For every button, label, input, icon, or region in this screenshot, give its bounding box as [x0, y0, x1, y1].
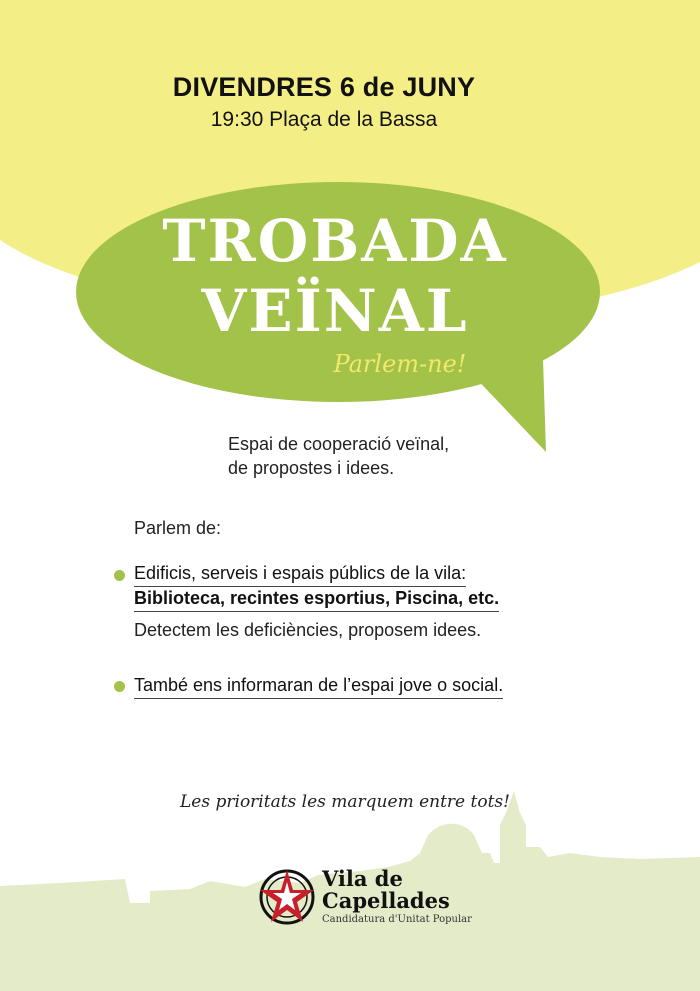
- topic-item-1-title: Edificis, serveis i espais públics de la vila:: [134, 563, 466, 587]
- headline-line-1: TROBADA: [162, 207, 508, 275]
- event-date: DIVENDRES 6 de JUNY: [172, 72, 476, 102]
- headline-line-2: VEÏNAL: [201, 277, 469, 345]
- slogan: Parlem-ne!: [333, 350, 467, 378]
- bullet-dot-icon: [114, 681, 125, 692]
- star-wheel-logo-icon: [256, 866, 318, 928]
- description-line-1: Espai de cooperació veïnal,: [228, 434, 450, 454]
- closing-message: Les prioritats les marquem entre tots!: [180, 792, 510, 812]
- logo-name-line-2: Capellades: [322, 888, 450, 913]
- event-time-place: 19:30 Plaça de la Bassa: [210, 108, 438, 131]
- topic-item-2: També ens informaran de l’espai jove o social.: [134, 675, 503, 699]
- bullet-dot-icon: [114, 570, 125, 581]
- topic-item-1-examples: Biblioteca, recintes esportius, Piscina, etc.: [134, 588, 499, 612]
- description: [228, 432, 449, 480]
- logo-subtitle: Candidatura d'Unitat Popular: [322, 914, 472, 925]
- logo-name-line-1: Vila de: [322, 866, 403, 891]
- topics-intro: Parlem de:: [134, 518, 222, 538]
- topic-item-1-note: Detectem les deficiències, proposem idees.: [134, 620, 482, 640]
- description-line-2: de propostes i idees.: [228, 458, 395, 478]
